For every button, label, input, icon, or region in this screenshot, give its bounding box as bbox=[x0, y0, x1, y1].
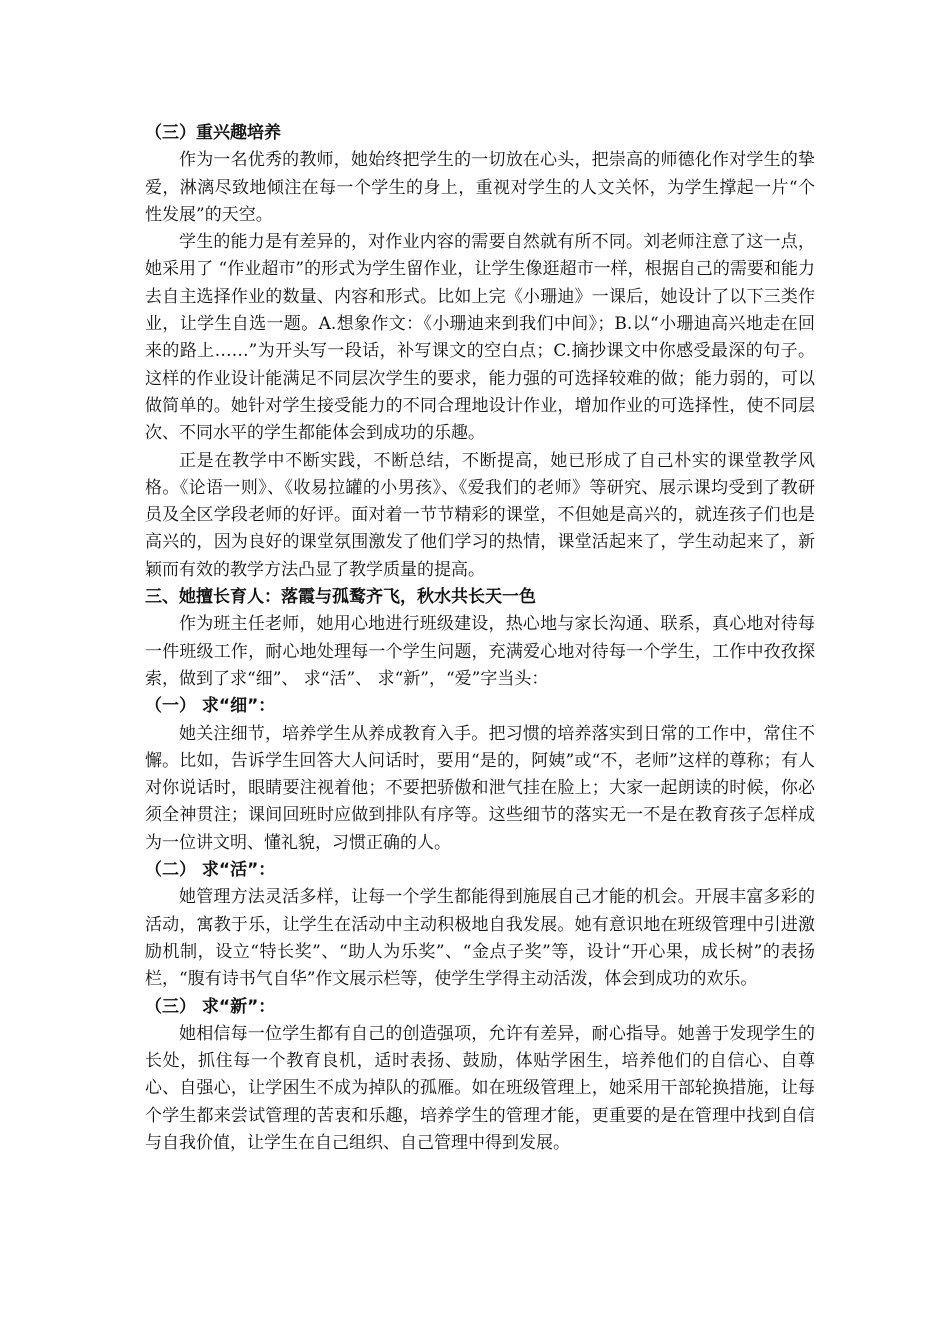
paragraph: 学生的能力是有差异的，对作业内容的需要自然就有所不同。刘老师注意了这一点，她采用了 “作业超市”的形式为学生留作业，让学生像逛超市一样，根据自己的需要和能力去自主选择作业的数量、内容和形式。比如上完《小珊迪》一课后，她设计了以下三类作业，让学生自选一题。A.想象作文：《小珊迪来到我们中间》；B.以“小珊迪高兴地走在回来的路上……”为开头写一段话，补写课文的空白点；C.摘抄课文中你感受最深的句子。这样的作业设计能满足不同层次学生的要求，能力强的可选择较难的做；能力弱的，可以做简单的。她针对学生接受能力的不同合理地设计作业，增加作业的可选择性，使不同层次、不同水平的学生都能体会到成功的乐趣。 bbox=[145, 232, 815, 444]
subheading-new: （三） 求“新”： bbox=[145, 996, 276, 1017]
paragraph: 她管理方法灵活多样，让每一个学生都能得到施展自己才能的机会。开展丰富多彩的活动，寓教于乐，让学生在活动中主动积极地自我发展。她有意识地在班级管理中引进激励机制，设立“特长奖”、“助人为乐奖”、“金点子奖”等，设计“开心果，成长树”的表扬栏，“腹有诗书气自华”作文展示栏等，使学生学得主动活泼，体会到成功的欢乐。 bbox=[145, 887, 815, 990]
subheading-detail: （一） 求“细”： bbox=[145, 696, 276, 717]
section-heading-education: 三、她擅长育人：落霞与孤鹜齐飞，秋水共长天一色 bbox=[145, 587, 536, 608]
paragraph: 正是在教学中不断实践，不断总结，不断提高，她已形成了自己朴实的课堂教学风格。《论语一则》、《收易拉罐的小男孩》、《爱我们的老师》等研究、展示课均受到了教研员及全区学段老师的好评。面对着一节节精彩的课堂，不但她是高兴的，就连孩子们也是高兴的，因为良好的课堂氛围激发了他们学习的热情，课堂活起来了，学生动起来了，新颖而有效的教学方法凸显了教学质量的提高。 bbox=[145, 450, 815, 580]
section-heading-interest: （三）重兴趣培养 bbox=[145, 123, 281, 143]
subheading-active: （二） 求“活”： bbox=[145, 860, 276, 881]
paragraph: 她相信每一位学生都有自己的创造强项，允许有差异，耐心指导。她善于发现学生的长处，抓住每一个教育良机，适时表扬、鼓励，体贴学困生，培养他们的自信心、自尊心、自强心，让学困生不成为掉队的孤雁。如在班级管理上，她采用干部轮换措施，让每个学生都来尝试管理的苦衷和乐趣，培养学生的管理才能，更重要的是在管理中找到自信与自我价值，让学生在自己组织、自己管理中得到发展。 bbox=[145, 1023, 815, 1153]
document-body bbox=[145, 120, 815, 1157]
paragraph: 作为班主任老师，她用心地进行班级建设，热心地与家长沟通、联系，真心地对待每一件班级工作，耐心地处理每一个学生问题，充满爱心地对待每一个学生，工作中孜孜探索，做到了求“细”、 求“活”、 求“新”，“爱”字当头： bbox=[145, 614, 815, 689]
paragraph: 她关注细节，培养学生从养成教育入手。把习惯的培养落实到日常的工作中，常住不懈。比如，告诉学生回答大人问话时，要用“是的，阿姨”或“不，老师”这样的尊称；有人对你说话时，眼睛要注视着他；不要把骄傲和泄气挂在脸上；大家一起朗读的时候，你必须全神贯注；课间回班时应做到排队有序等。这些细节的落实无一不是在教育孩子怎样成为一位讲文明、懂礼貌，习惯正确的人。 bbox=[145, 723, 815, 853]
paragraph: 作为一名优秀的教师，她始终把学生的一切放在心头，把崇高的师德化作对学生的挚爱，淋漓尽致地倾注在每一个学生的身上，重视对学生的人文关怀，为学生撑起一片“个性发展”的天空。 bbox=[145, 150, 815, 225]
